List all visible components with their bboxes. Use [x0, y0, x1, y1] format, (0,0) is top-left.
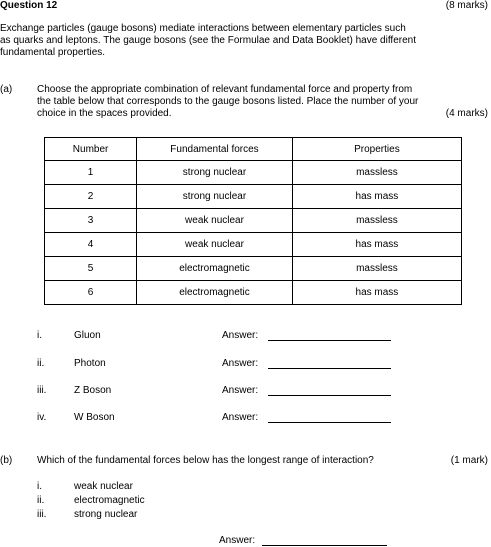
- part-b-answer-line[interactable]: [262, 545, 387, 546]
- item-name-z-boson: Z Boson: [74, 385, 112, 396]
- cell-property: massless: [292, 257, 461, 281]
- part-a-marks: (4 marks): [445, 108, 488, 119]
- item-name-photon: Photon: [74, 358, 106, 369]
- intro-line-2: as quarks and leptons. The gauge bosons (see the Formulae and Data Booklet) have different: [0, 35, 417, 46]
- part-b-answer-label: Answer:: [219, 535, 256, 546]
- part-a-line-3: choice in the spaces provided.: [37, 108, 172, 119]
- part-a-line-2: the table below that corresponds to the gauge bosons listed. Place the number of your: [37, 96, 419, 107]
- part-a-label: (a): [0, 84, 13, 95]
- question-title: Question 12: [0, 0, 58, 11]
- item-name-w-boson: W Boson: [74, 412, 115, 423]
- table-row: [45, 257, 462, 281]
- item-numeral: ii.: [37, 358, 45, 369]
- cell-number: 1: [45, 161, 137, 185]
- answer-label: Answer:: [222, 330, 259, 341]
- header-properties: Properties: [292, 138, 461, 161]
- cell-property: massless: [292, 209, 461, 233]
- cell-number: 2: [45, 185, 137, 209]
- header-fundamental-forces: Fundamental forces: [137, 138, 293, 161]
- option-electromagnetic: electromagnetic: [74, 495, 145, 506]
- cell-force: electromagnetic: [137, 281, 293, 305]
- item-numeral: i.: [37, 330, 42, 341]
- gluon-answer-line[interactable]: [268, 340, 391, 341]
- photon-answer-line[interactable]: [268, 368, 391, 369]
- table-row: [45, 185, 462, 209]
- intro-paragraph: [0, 23, 416, 59]
- answer-label: Answer:: [222, 358, 259, 369]
- cell-force: weak nuclear: [137, 209, 293, 233]
- part-b-marks: (1 mark): [450, 455, 488, 466]
- table-row: [45, 281, 462, 305]
- cell-number: 4: [45, 233, 137, 257]
- cell-number: 6: [45, 281, 137, 305]
- item-name-gluon: Gluon: [74, 330, 101, 341]
- cell-number: 3: [45, 209, 137, 233]
- table-row: [45, 161, 462, 185]
- part-b-question: Which of the fundamental forces below has the longest range of interaction?: [37, 455, 374, 466]
- question-marks: (8 marks): [445, 0, 488, 11]
- table-row: [45, 209, 462, 233]
- cell-force: strong nuclear: [137, 185, 293, 209]
- option-strong-nuclear: strong nuclear: [74, 509, 138, 520]
- cell-property: has mass: [292, 233, 461, 257]
- cell-force: weak nuclear: [137, 233, 293, 257]
- option-numeral: i.: [37, 481, 42, 492]
- intro-line-1: Exchange particles (gauge bosons) mediate interactions between elementary particles such: [0, 23, 406, 34]
- intro-line-3: fundamental properties.: [0, 47, 106, 58]
- w-boson-answer-line[interactable]: [268, 422, 391, 423]
- cell-property: has mass: [292, 281, 461, 305]
- forces-properties-table: [44, 137, 462, 305]
- option-numeral: ii.: [37, 495, 45, 506]
- option-weak-nuclear: weak nuclear: [74, 481, 133, 492]
- part-b-label: (b): [0, 455, 13, 466]
- table-row: [45, 233, 462, 257]
- cell-property: massless: [292, 161, 461, 185]
- cell-number: 5: [45, 257, 137, 281]
- answer-label: Answer:: [222, 385, 259, 396]
- option-numeral: iii.: [37, 509, 47, 520]
- cell-property: has mass: [292, 185, 461, 209]
- answer-label: Answer:: [222, 412, 259, 423]
- cell-force: strong nuclear: [137, 161, 293, 185]
- header-number: Number: [45, 138, 137, 161]
- z-boson-answer-line[interactable]: [268, 395, 391, 396]
- table-header-row: [45, 138, 462, 161]
- cell-force: electromagnetic: [137, 257, 293, 281]
- part-a-prompt: [37, 84, 418, 120]
- part-a-line-1: Choose the appropriate combination of relevant fundamental force and property from: [37, 84, 413, 95]
- item-numeral: iv.: [37, 412, 47, 423]
- item-numeral: iii.: [37, 385, 47, 396]
